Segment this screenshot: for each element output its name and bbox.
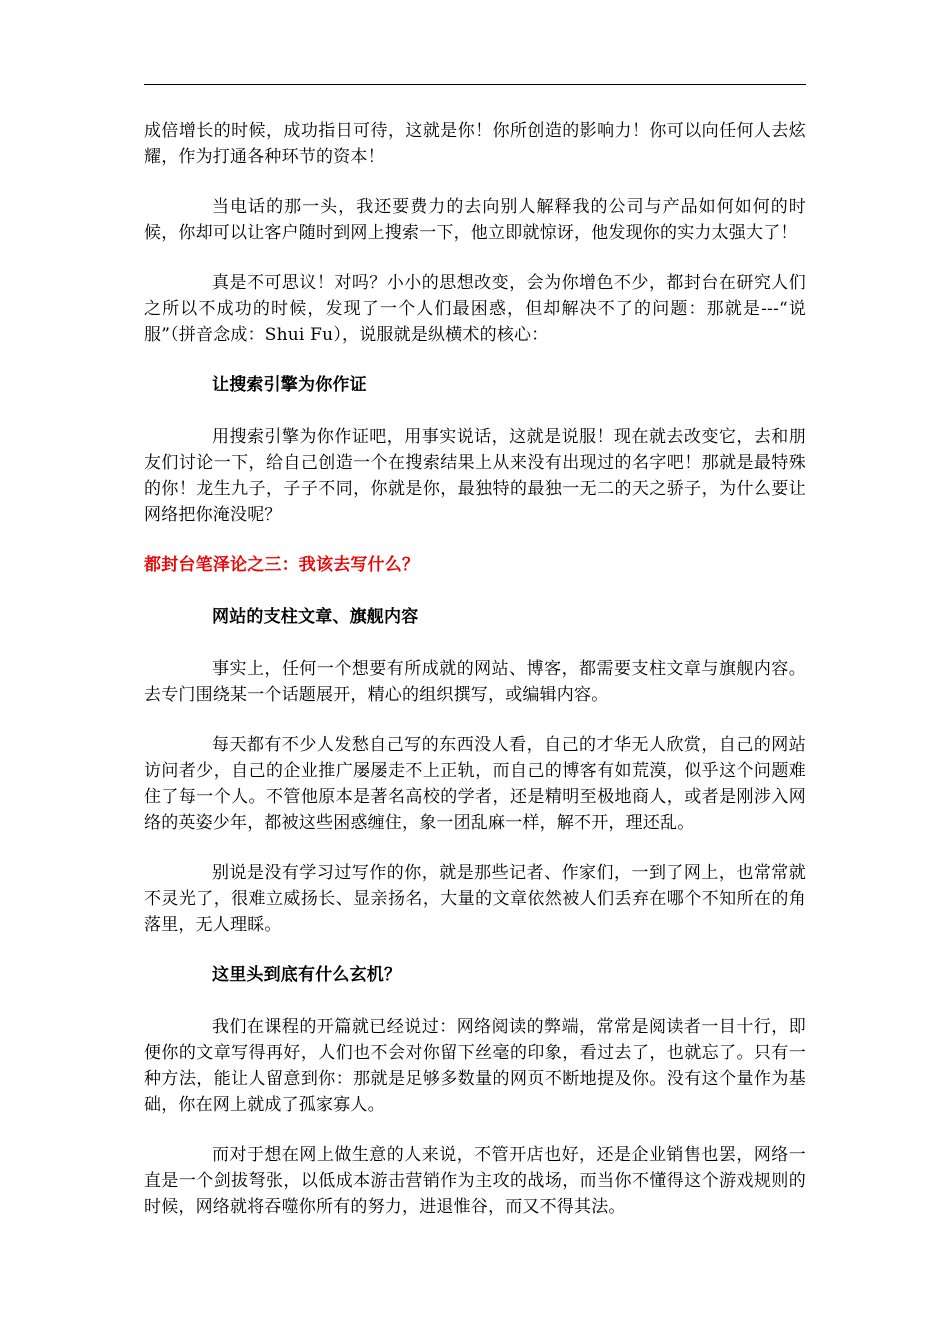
paragraph-8: 我们在课程的开篇就已经说过：网络阅读的弊端，常常是阅读者一目十行，即便你的文章写得再好，人们也不会对你留下丝毫的印象，看过去了，也就忘了。只有一种方法，能让人留意到你：那就是足够多数量的网页不断地提及你。没有这个量作为基础，你在网上就成了孤家寡人。 [144, 1017, 806, 1115]
paragraph-1: 成倍增长的时候，成功指日可待，这就是你！你所创造的影响力！你可以向任何人去炫耀，作为打通各种环节的资本！ [144, 121, 806, 167]
document-page [144, 0, 806, 1344]
section-heading: 都封台笔泽论之三：我该去写什么？ [144, 555, 420, 575]
subheading-search-engine: 让搜索引擎为你作证 [212, 375, 367, 395]
subheading-pillar-content: 网站的支柱文章、旗舰内容 [212, 607, 419, 627]
paragraph-2: 当电话的那一头，我还要费力的去向别人解释我的公司与产品如何如何的时候，你却可以让客户随时到网上搜索一下，他立即就惊讶，他发现你的实力太强大了！ [144, 197, 806, 243]
subheading-mystery: 这里头到底有什么玄机？ [212, 965, 402, 985]
paragraph-5: 事实上，任何一个想要有所成就的网站、博客，都需要支柱文章与旗舰内容。去专门围绕某一个话题展开，精心的组织撰写，或编辑内容。 [144, 659, 806, 705]
paragraph-6: 每天都有不少人发愁自己写的东西没人看，自己的才华无人欣赏，自己的网站访问者少，自己的企业推广屡屡走不上正轨，而自己的博客有如荒漠，似乎这个问题难 住了每一个人。不管他原本是著名高校的学者，还是精明至极地商人，或者是刚涉入网络的英姿少年，都被这些困惑缠住，象一团乱麻一样，解不开，理还乱。 [144, 735, 806, 833]
header-rule [144, 84, 806, 85]
paragraph-3: 真是不可思议！对吗？小小的思想改变，会为你增色不少，都封台在研究人们之所以不成功的时候，发现了一个人们最困惑，但却解决不了的问题：那就是---“说服”（拼音念成：Shui Fu），说服就是纵横术的核心： [144, 273, 806, 345]
paragraph-9: 而对于想在网上做生意的人来说，不管开店也好，还是企业销售也罢，网络一直是一个剑拔弩张，以低成本游击营销作为主攻的战场，而当你不懂得这个游戏规则的时候，网络就将吞噬你所有的努力，进退惟谷，而又不得其法。 [144, 1145, 806, 1217]
paragraph-4: 用搜索引擎为你作证吧，用事实说话，这就是说服！现在就去改变它，去和朋友们讨论一下，给自己创造一个在搜索结果上从来没有出现过的名字吧！那就是最特殊的你！龙生九子，子子不同，你就是你，最独特的最独一无二的天之骄子，为什么要让网络把你淹没呢？ [144, 427, 806, 525]
paragraph-7: 别说是没有学习过写作的你，就是那些记者、作家们，一到了网上，也常常就不灵光了，很难立威扬长、显亲扬名，大量的文章依然被人们丢弃在哪个不知所在的角落里，无人理睬。 [144, 863, 806, 935]
document-body [144, 118, 806, 1244]
